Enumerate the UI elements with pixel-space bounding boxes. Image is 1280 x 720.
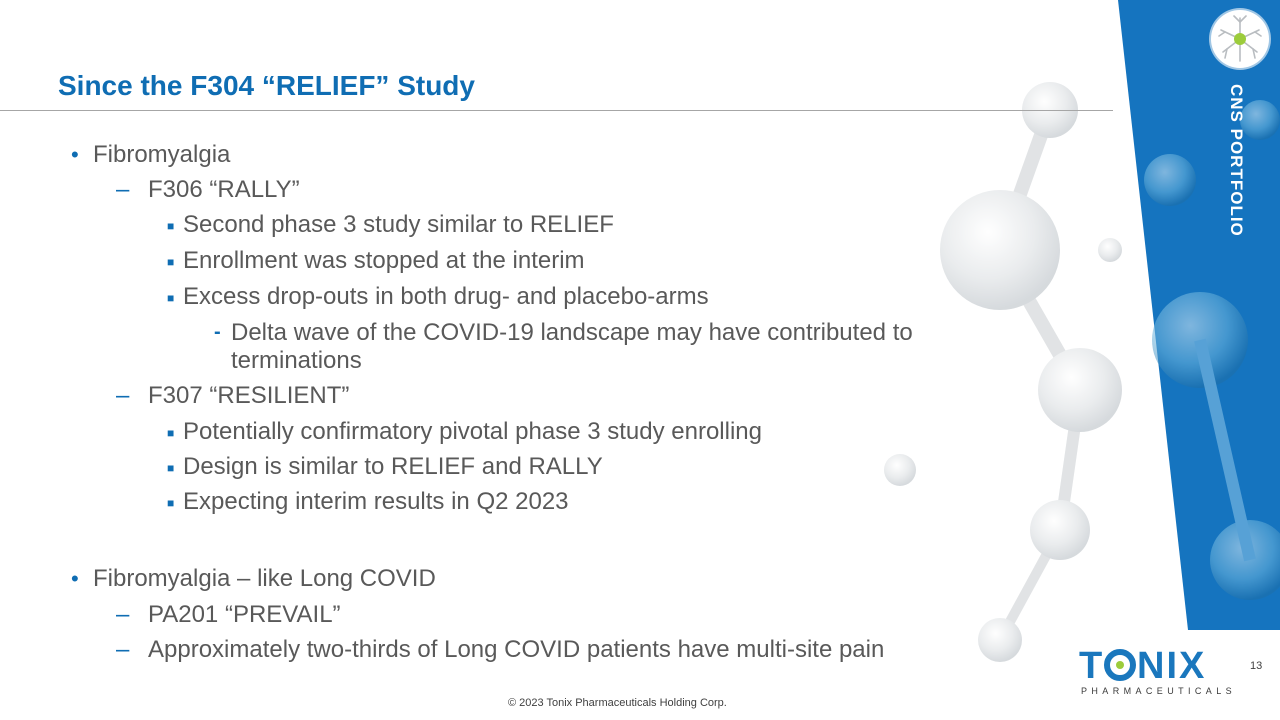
brand-tagline: PHARMACEUTICALS	[1081, 686, 1237, 696]
list-item: • Fibromyalgia – like Long COVID	[71, 565, 436, 592]
list-item: ■ Enrollment was stopped at the interim	[167, 247, 585, 274]
square-bullet-icon: ■	[167, 461, 175, 475]
square-bullet-icon: ■	[167, 291, 175, 305]
square-bullet-icon: ■	[167, 255, 175, 269]
list-item: – PA201 “PREVAIL”	[116, 601, 341, 628]
slide-title: Since the F304 “RELIEF” Study	[58, 70, 475, 101]
square-bullet-icon: ■	[167, 496, 175, 510]
dash-bullet-icon: -	[214, 321, 221, 343]
list-item-continuation: terminations	[231, 347, 362, 374]
dash-bullet-icon: –	[116, 382, 130, 409]
list-item: ■ Expecting interim results in Q2 2023	[167, 488, 569, 515]
list-item: ■ Excess drop-outs in both drug- and placebo-arms	[167, 283, 709, 310]
list-item: – Approximately two-thirds of Long COVID patients have multi-site pain	[116, 636, 885, 663]
bullet-dot-icon: •	[71, 142, 79, 167]
list-item: – F307 “RESILIENT”	[116, 382, 350, 409]
bullet-dot-icon: •	[71, 566, 79, 591]
copyright-footer: © 2023 Tonix Pharmaceuticals Holding Corp.	[508, 697, 727, 709]
list-item: - Delta wave of the COVID-19 landscape may have contributed to	[214, 319, 913, 346]
svg-text:NIX: NIX	[1137, 645, 1207, 685]
svg-text:T: T	[1079, 645, 1105, 685]
list-item: ■ Design is similar to RELIEF and RALLY	[167, 453, 603, 480]
list-item: • Fibromyalgia	[71, 141, 231, 168]
section-tab-label: CNS PORTFOLIO	[1227, 84, 1246, 237]
square-bullet-icon: ■	[167, 219, 175, 233]
list-item: ■ Potentially confirmatory pivotal phase 3 study enrolling	[167, 418, 762, 445]
dash-bullet-icon: –	[116, 176, 130, 203]
dash-bullet-icon: –	[116, 601, 130, 628]
page-number: 13	[1250, 660, 1263, 672]
dash-bullet-icon: –	[116, 636, 130, 663]
title-divider	[0, 110, 1113, 111]
list-item: – F306 “RALLY”	[116, 176, 300, 203]
square-bullet-icon: ■	[167, 426, 175, 440]
neuron-icon	[1211, 10, 1269, 68]
list-item: ■ Second phase 3 study similar to RELIEF	[167, 211, 614, 238]
tonix-logo-icon	[1079, 645, 1209, 685]
